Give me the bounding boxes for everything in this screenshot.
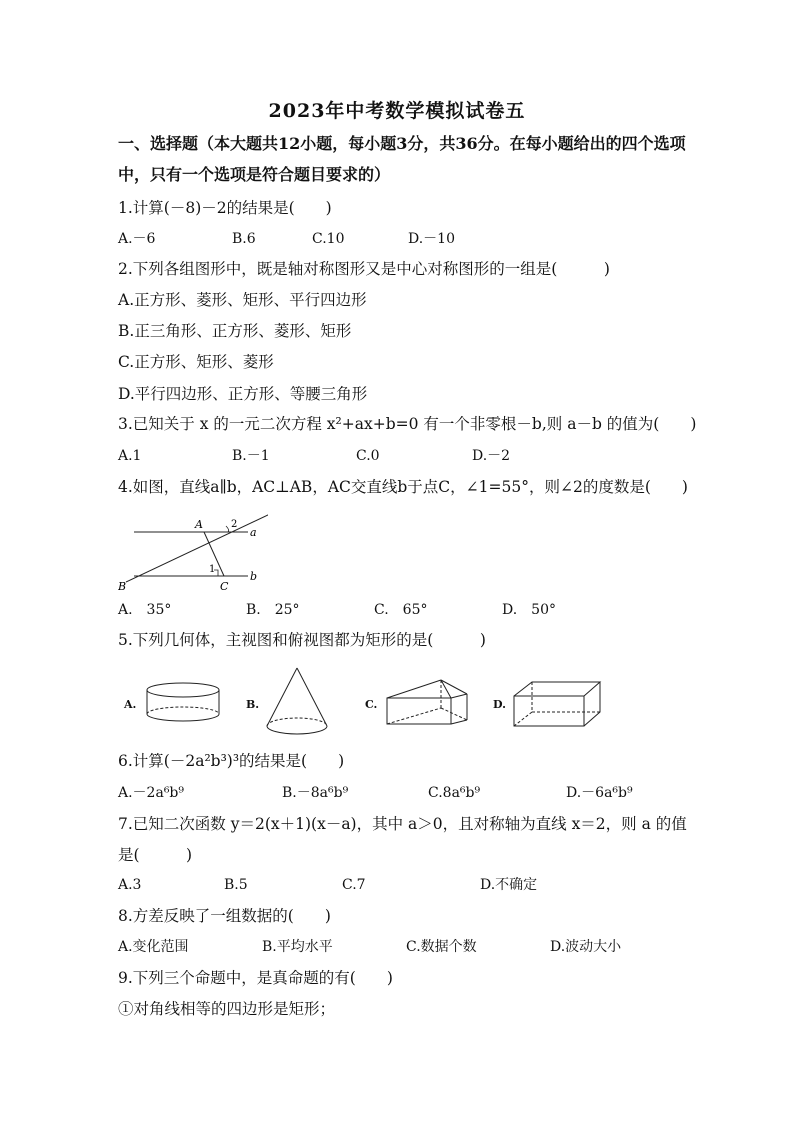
cuboid-hidden-depth	[514, 712, 532, 726]
question-9-stem: 9.下列三个命题中，是真命题的有( )	[118, 969, 393, 987]
page-title: 2023年中考数学模拟试卷五	[268, 100, 526, 122]
question-4-option-c: C. 65°	[374, 602, 428, 618]
triangular-prism-figure	[383, 676, 471, 728]
prism-back-top	[451, 694, 467, 698]
question-3-stem: 3.已知关于 x 的一元二次方程 x²+ax+b=0 有一个非零根－b,则 a－b 的值为( )	[118, 415, 697, 433]
question-3-option-b: B.－1	[232, 448, 270, 464]
question-1-option-d: D.－10	[408, 231, 455, 247]
question-2-option-a: A.正方形、菱形、矩形、平行四边形	[118, 291, 367, 309]
question-5-option-a: A.	[124, 698, 137, 711]
label-point-b: B	[118, 580, 127, 593]
label-line-b: b	[250, 570, 258, 583]
question-3-option-a: A.1	[118, 448, 142, 464]
question-9-item-1: ①对角线相等的四边形是矩形；	[118, 1000, 336, 1018]
section-heading-line1: 一、选择题（本大题共12小题，每小题3分，共36分。在每小题给出的四个选项	[118, 134, 686, 153]
cone-base-front	[267, 726, 327, 734]
cone-base-back	[267, 718, 327, 726]
question-7-option-a: A.3	[118, 877, 142, 893]
cone-right-edge	[297, 668, 327, 726]
label-angle-2: 2	[231, 519, 238, 530]
question-8-option-a: A.变化范围	[118, 939, 189, 955]
question-4-figure	[118, 508, 268, 594]
label-line-a: a	[250, 526, 257, 539]
question-6-option-c: C.8a⁶b⁹	[428, 785, 481, 801]
question-7-stem-cont: 是( )	[118, 846, 193, 864]
label-point-c: C	[220, 580, 229, 593]
question-7-option-d: D.不确定	[480, 877, 538, 893]
question-5-option-b: B.	[246, 698, 260, 711]
question-8-option-b: B.平均水平	[262, 939, 333, 955]
question-2-stem: 2.下列各组图形中，既是轴对称图形又是中心对称图形的一组是( )	[118, 260, 610, 278]
question-1-option-b: B.6	[232, 231, 256, 247]
cuboid-figure	[510, 678, 604, 730]
question-2-option-c: C.正方形、矩形、菱形	[118, 353, 274, 371]
question-8-option-d: D.波动大小	[550, 939, 622, 955]
question-1-option-c: C.10	[312, 231, 345, 247]
cylinder-bottom-front	[147, 714, 219, 721]
question-6-option-a: A.－2a⁶b⁹	[118, 785, 185, 801]
question-4-option-a: A. 35°	[118, 602, 172, 618]
label-angle-1: 1	[209, 564, 216, 575]
question-3-option-c: C.0	[356, 448, 380, 464]
question-8-stem: 8.方差反映了一组数据的( )	[118, 907, 331, 925]
question-3-option-d: D.－2	[472, 448, 511, 464]
question-7-option-b: B.5	[224, 877, 248, 893]
question-8-option-c: C.数据个数	[406, 939, 477, 955]
prism-bottom-right	[451, 720, 467, 724]
cone-figure	[264, 666, 330, 738]
cuboid-front-face	[514, 696, 584, 726]
cylinder-top	[147, 683, 219, 697]
cuboid-top-face	[514, 682, 600, 696]
question-1-stem: 1.计算(－8)－2的结果是( )	[118, 199, 332, 217]
question-6-option-d: D.－6a⁶b⁹	[566, 785, 633, 801]
cuboid-hidden-edges	[532, 682, 600, 712]
question-6-stem: 6.计算(－2a²b³)³的结果是( )	[118, 752, 345, 770]
prism-hidden-diagonal	[387, 708, 441, 724]
cylinder-figure	[142, 680, 224, 726]
question-2-option-d: D.平行四边形、正方形、等腰三角形	[118, 385, 368, 403]
question-4-option-b: B. 25°	[246, 602, 300, 618]
question-6-option-b: B.－8a⁶b⁹	[282, 785, 349, 801]
cylinder-bottom-back	[147, 707, 219, 714]
question-4-stem: 4.如图，直线a∥b，AC⊥AB，AC交直线b于点C，∠1=55°，则∠2的度数是( )	[118, 478, 688, 496]
question-4-option-d: D. 50°	[502, 602, 556, 618]
question-5-stem: 5.下列几何体，主视图和俯视图都为矩形的是( )	[118, 631, 486, 649]
question-5-option-d: D.	[493, 698, 506, 711]
question-7-stem: 7.已知二次函数 y＝2(x＋1)(x－a)，其中 a＞0，且对称轴为直线 x＝2，则 a 的值	[118, 815, 687, 833]
label-point-a: A	[195, 518, 203, 531]
prism-top-left-edge	[387, 680, 441, 698]
question-7-option-c: C.7	[342, 877, 366, 893]
angle-2-mark	[226, 526, 229, 532]
question-5-option-c: C.	[365, 698, 378, 711]
prism-hidden-bottom	[441, 708, 467, 720]
question-1-option-a: A.－6	[118, 231, 156, 247]
cone-left-edge	[267, 668, 297, 726]
question-2-option-b: B.正三角形、正方形、菱形、矩形	[118, 322, 352, 340]
section-heading-line2: 中，只有一个选项是符合题目要求的）	[118, 165, 391, 184]
